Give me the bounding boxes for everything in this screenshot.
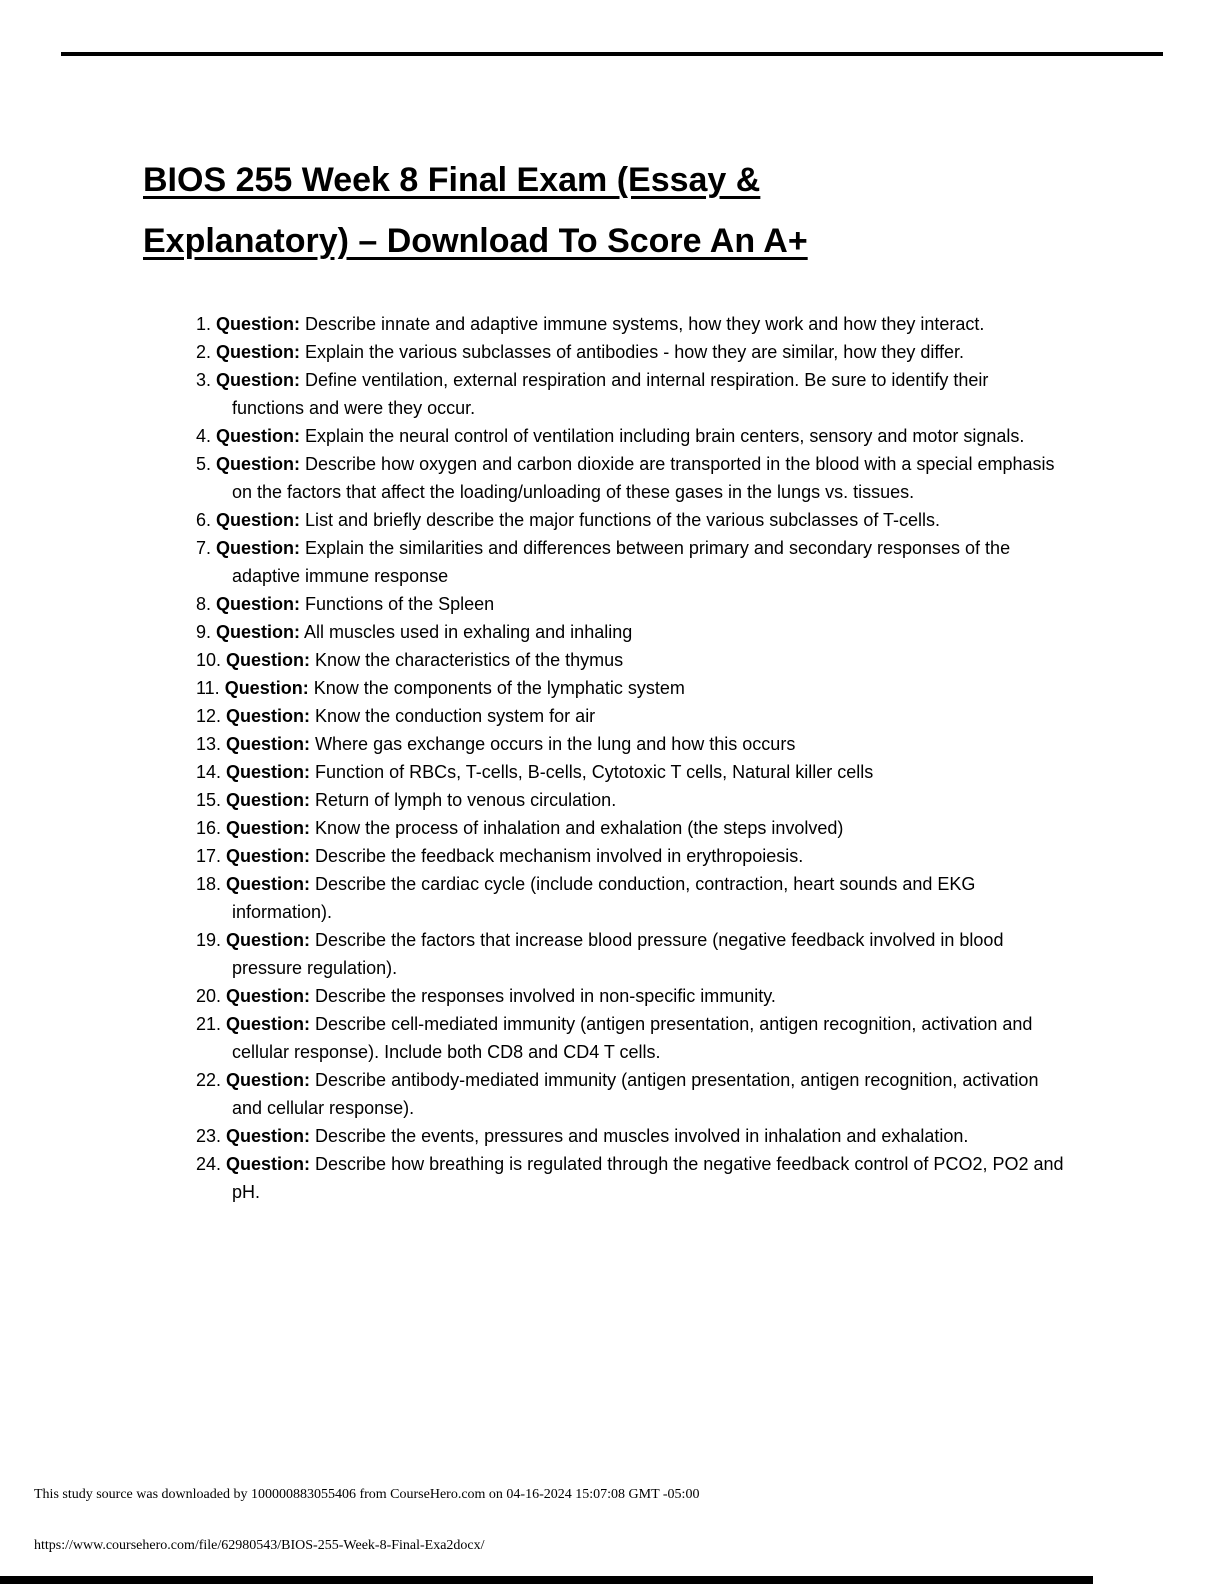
question-item [196,450,1064,506]
question-item [196,1066,1064,1122]
question-text: Know the conduction system for air [315,706,596,726]
question-label: Question: [226,874,311,894]
question-item [196,366,1064,422]
page-title [143,150,1123,272]
question-number: 17. [196,846,222,866]
question-item [196,646,1064,674]
question-text: Describe the factors that increase blood pressure (negative feedback involved in blood pressure regulation). [232,930,1004,978]
page-title-line-1: BIOS 255 Week 8 Final Exam (Essay & [143,161,761,199]
question-item [196,842,1064,870]
question-item [196,310,1064,338]
question-text: Explain the various subclasses of antibodies - how they are similar, how they differ. [305,342,965,362]
question-text: Know the components of the lymphatic system [313,678,685,698]
question-text: Describe how oxygen and carbon dioxide are transported in the blood with a special emphasis on the factors that affect the loading/unloading of these gases in the lungs vs. tissues. [232,454,1055,502]
question-number: 1. [196,314,212,334]
question-text: Function of RBCs, T-cells, B-cells, Cytotoxic T cells, Natural killer cells [315,762,874,782]
question-number: 3. [196,370,212,390]
question-label: Question: [226,1154,311,1174]
question-item [196,422,1064,450]
page-title-line-2: Explanatory) – Download To Score An A+ [143,222,808,260]
question-label: Question: [226,1126,311,1146]
question-number: 20. [196,986,222,1006]
question-label: Question: [216,510,301,530]
question-text: Describe antibody-mediated immunity (antigen presentation, antigen recognition, activation and cellular response). [232,1070,1039,1118]
question-number: 13. [196,734,222,754]
question-item [196,730,1064,758]
question-label: Question: [226,1070,311,1090]
question-label: Question: [216,454,301,474]
question-text: Functions of the Spleen [305,594,495,614]
question-label: Question: [216,426,301,446]
question-number: 22. [196,1070,222,1090]
question-text: Explain the neural control of ventilation including brain centers, sensory and motor signals. [305,426,1025,446]
question-text: Describe the feedback mechanism involved in erythropoiesis. [315,846,804,866]
question-number: 18. [196,874,222,894]
question-number: 8. [196,594,212,614]
source-url: https://www.coursehero.com/file/62980543/BIOS-255-Week-8-Final-Exa2docx/ [34,1538,485,1553]
question-label: Question: [226,846,311,866]
question-label: Question: [226,1014,311,1034]
question-number: 16. [196,818,222,838]
question-label: Question: [226,986,311,1006]
question-item [196,618,1064,646]
question-label: Question: [226,706,311,726]
question-item [196,758,1064,786]
question-text: Describe how breathing is regulated through the negative feedback control of PCO2, PO2 and pH. [232,1154,1064,1202]
question-label: Question: [216,594,301,614]
question-number: 15. [196,790,222,810]
question-text: Describe innate and adaptive immune systems, how they work and how they interact. [305,314,985,334]
question-item [196,338,1064,366]
question-number: 6. [196,510,212,530]
question-item [196,814,1064,842]
question-label: Question: [226,790,311,810]
question-number: 4. [196,426,212,446]
question-number: 10. [196,650,222,670]
question-list [196,310,1064,1206]
question-number: 19. [196,930,222,950]
question-item [196,1150,1064,1206]
question-number: 5. [196,454,212,474]
question-number: 12. [196,706,222,726]
question-text: Describe the responses involved in non-specific immunity. [315,986,776,1006]
question-number: 7. [196,538,212,558]
question-text: List and briefly describe the major functions of the various subclasses of T-cells. [305,510,941,530]
question-number: 21. [196,1014,222,1034]
question-label: Question: [216,622,301,642]
question-label: Question: [226,762,311,782]
question-label: Question: [216,538,301,558]
question-label: Question: [226,930,311,950]
question-number: 2. [196,342,212,362]
question-item [196,702,1064,730]
question-text: Describe cell-mediated immunity (antigen presentation, antigen recognition, activation and cellular response). Include both CD8 and CD4 T cells. [232,1014,1033,1062]
bottom-divider [0,1576,1093,1584]
question-item [196,786,1064,814]
question-label: Question: [216,370,301,390]
question-text: Describe the events, pressures and muscles involved in inhalation and exhalation. [315,1126,969,1146]
question-number: 24. [196,1154,222,1174]
download-source-note: This study source was downloaded by 100000883055406 from CourseHero.com on 04-16-2024 15:07:08 GMT -05:00 [34,1487,700,1502]
question-item [196,674,1064,702]
question-number: 23. [196,1126,222,1146]
question-item [196,982,1064,1010]
question-item [196,1010,1064,1066]
top-divider [61,52,1163,56]
question-text: Describe the cardiac cycle (include conduction, contraction, heart sounds and EKG information). [232,874,976,922]
question-item [196,590,1064,618]
question-text: Define ventilation, external respiration and internal respiration. Be sure to identify their functions and were they occur. [232,370,989,418]
question-label: Question: [216,342,301,362]
question-text: Where gas exchange occurs in the lung and how this occurs [315,734,796,754]
question-number: 11. [196,678,220,698]
question-text: All muscles used in exhaling and inhaling [304,622,633,642]
question-item [196,870,1064,926]
question-label: Question: [226,734,311,754]
question-text: Know the characteristics of the thymus [315,650,624,670]
question-text: Explain the similarities and differences between primary and secondary responses of the adaptive immune response [232,538,1011,586]
question-item [196,1122,1064,1150]
question-label: Question: [216,314,301,334]
question-text: Return of lymph to venous circulation. [315,790,617,810]
question-item [196,506,1064,534]
question-label: Question: [224,678,309,698]
question-label: Question: [226,650,311,670]
question-text: Know the process of inhalation and exhalation (the steps involved) [315,818,844,838]
question-item [196,926,1064,982]
question-label: Question: [226,818,311,838]
question-number: 9. [196,622,212,642]
question-item [196,534,1064,590]
question-number: 14. [196,762,222,782]
